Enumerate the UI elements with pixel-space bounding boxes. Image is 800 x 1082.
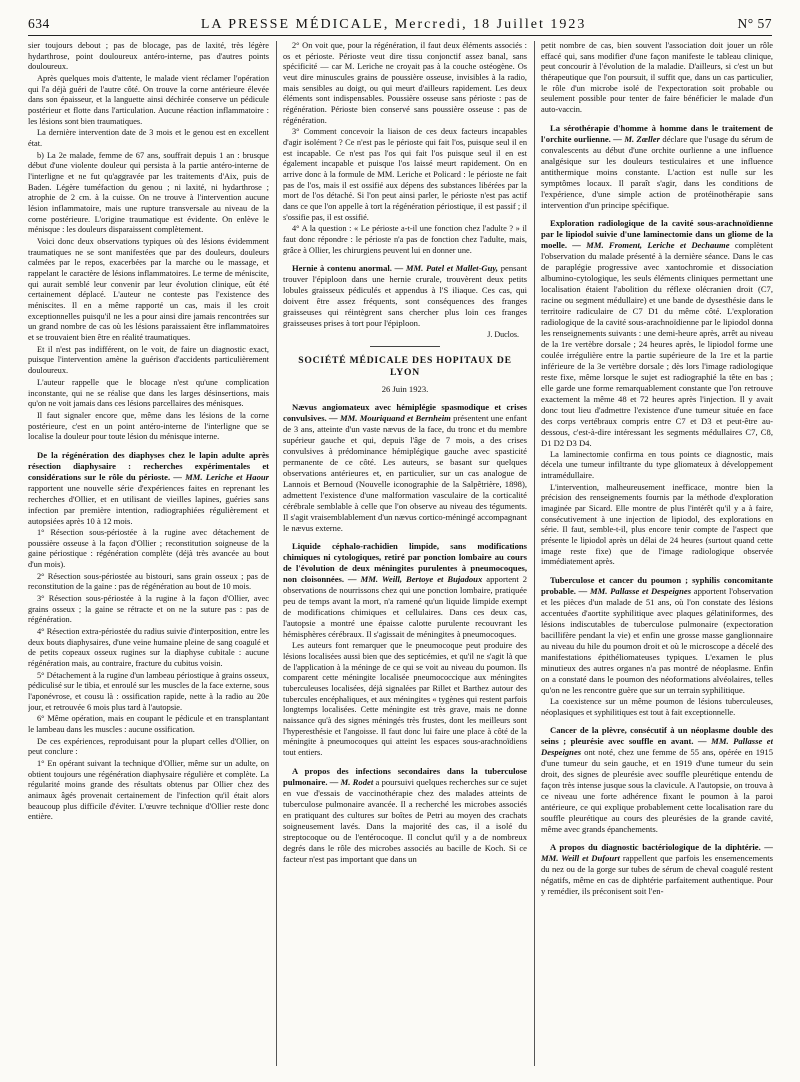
article-authors: — MM. Weill et Dufourt [541,842,773,864]
paragraph: petit nombre de cas, bien souvent l'association doit jouer un rôle effacé qui, sans modifier d'une façon manifeste le tableau clinique, peut concourir à l'évolution de la maladie. D'ailleurs, si c'est un but thérapeutique que l'on poursuit, il suffit que, dans un cas particulier, le rôle d'un microbe isolé de l'expectoration soit probable ou seulement possible pour tenter de faire bénéficier le malade d'un auto-vaccin. [541,41,773,115]
article-lead: ont noté, chez une femme de 55 ans, opérée en 1915 d'une tumeur du sein gauche, et en 1919 d'une tumeur du sein droit, des signes de pleurésie avec souffle pleurétique entendu de façon très intense jusque sous la clavicule. A l'autopsie, on trouva à ce niveau une forte adhérence fixant le poumon à la paroi antérieure, ce qui explique probablement cette localisation rare du souffle pleurétique au cours des pleurésies de la grande cavité, même avec grands épanchements. [541,747,773,835]
article-title: Tuberculose et cancer du poumon ; syphilis concomitante probable. [541,575,773,597]
page-header [28,16,772,34]
article-heading [541,575,773,696]
article-authors: — M. Rodet [327,776,374,787]
paragraph: Les auteurs font remarquer que le pneumocoque peut produire des lésions localisées aussi bien que des septicémies, et qu'il ne s'agit là que de l'application à la méninge de ce qui se voit au niveau du poumon. Ils comparent cette méningite localisée pneumococcique aux méningites tuberculeuses localisées, déjà signalées par Rillet et Barthez autour des tubercules encéphaliques, et aux méningites « tygènes qui restent parfois longtemps localisées. Cette méningite est très grave, mais ne donne naissance qu'à des signes méningés très frustes, dont les meilleurs sont l'hyperesthésie et l'angoisse. Il faut donc lui faire une place à côté de la méningite à pneumocoques qui atteint les espaces sous-arachnoïdiens tout entiers. [283,641,527,757]
list-item: 1° Résection sous-périostée à la rugine avec détachement de poussière osseuse à la façon d'Ollier ; reconstitution soigneuse de la gaine périostique : régénération complète (déjà très avancée au bout d'un mois). [28,527,269,569]
article-lead: apportent l'observation et les pièces d'un malade de 51 ans, où l'on constate des lésions accentuées d'aortite syphilitique avec plaques gélatiniformes, des lésions indiscutables de tuberculose pulmonaire (expectoration bacillifère pendant la vie) et enfin une grosse masse ganglionnaire au niveau du hile du poumon droit et où le microscope a décelé des manifestations épithéliomateuses typiques. L'examen le plus minutieux des autres organes n'a pas montré de néoplasme. Enfin on a constaté dans le poumon des néoformations alvéolaires, telles qu'on ne les rencontre guère que sur un terrain syphilitique. [541,586,773,696]
article-authors: — MM. Leriche et Haour [173,471,269,482]
list-item: 5° Détachement à la rugine d'un lambeau périostique à grains osseux, pédiculisé sur le tibia, et enroulé sur les muscles de la face externe, sous l'aponévrose, et cousu là : ossification rapide, nette à la radio au 20e jour, et retrouvée 6 mois plus tard à l'autopsie. [28,670,269,712]
column-middle [283,41,527,1074]
signature: J. Duclos. [487,330,519,340]
article-title: Nævus angiomateux avec hémiplégie spasmodique et crises convulsives. [283,402,527,424]
article-title: A propos du diagnostic bactériologique de la diphtérie. [550,842,761,853]
column-divider [276,41,277,1066]
section-separator [370,346,440,347]
column-left [28,41,269,1074]
paragraph: L'intervention, malheureusement inefficace, montre bien la précision des renseignements fournis par la méthode d'exploration imaginée par Sicard. Elle montre de plus l'intérêt qu'il y a à faire, consécutivement à une injection de lipiodol, des explorations en série. Il faut, semble-t-il, plus encore tenir compte de l'aspect que présente le lipiodol après un délai de 24 heures (surtout quand cette image reste fixe) que de l'image radiologique observée immédiatement après. [541,482,773,567]
paragraph: Voici donc deux observations typiques où des lésions évidemment traumatiques ne se sont manifestées que par des douleurs, douleurs calmées par le repos, exacerbées par la marche ou le massage, et rappelant le caractère de lésions inflammatoires. Le terme de méniscite, qui aurait semblé leur convenir par leur évolution clinique, eût été certainement déplacé. L'auteur ne conteste pas l'existence des méniscites. Il en a même rapporté un cas, mais il les croit exceptionnelles puisqu'il ne les a pour ainsi dire jamais rencontrées sur un grand nombre de cas où les lésions paraissaient être inflammatoires et se trouvaient bien être en réalité traumatiques. [28,237,269,343]
paragraph: Il faut signaler encore que, même dans les lésions de la corne postérieure, c'est en un point antéro-interne de l'interligne que se localise la douleur pour toute lésion du ménisque interne. [28,410,269,442]
article-title: De la régénération des diaphyses chez le lapin adulte après résection diaphysaire : recherches expérimentales et considérations sur le rôle du périoste. [28,449,269,482]
paragraph: sier toujours debout ; pas de blocage, pas de laxité, très légère hydarthrose, point douloureux antéro-interne, pas d'autres points douloureux. [28,41,269,72]
article-lead: a poursuivi quelques recherches sur ce sujet en vue d'essais de vaccinothérapie chez des malades atteints de tuberculose pulmonaire avancée. Il a recherché les microbes associés en pratiquant des cultures sur boîtes de Petri au moyen des crachats soigneusement lavés. Dans la majorité des cas, il a isolé du streptocoque ou de l'entérocoque. Il conclut qu'il y a de nombreux degrés dans le rôle des microbes associés au bacille de Koch. Si ce facteur n'est pas important que dans un [283,776,527,864]
article-title: La sérothérapie d'homme à homme dans le traitement de l'orchite ourlienne. [541,122,773,144]
article-lead: rapportent une nouvelle série d'expériences faites en reprenant les recherches d'Ollier, et en utilisant de vieilles lapines, guéries sans infection par première intention, radiographiées régulièrement et autopsiées après 10 à 12 mois. [28,482,269,526]
paragraph: 3° Comment concevoir la liaison de ces deux facteurs incapables d'agir isolément ? Ce n'est pas le périoste qui fait l'os, puisque seul il en est incapable. Ce n'est pas l'os qui fait l'os puisque seul il en est également incapable et puisque l'os laissé meurt rapidement. On en arrive donc à la formule de MM. Leriche et Policard : le périoste ne fait pas de l'os, mais il est ossifié aux dépens des substances libérées par la mort de l'os détaché. Si l'on peut ainsi parler, le périoste n'est pas actif dans ce que l'on appelle à tort la régénération périostique, il est passif ; il s'ossifie pas, il est ossifié. [283,127,527,222]
article-lead: pensant trouver l'épiploon dans une hernie crurale, trouvèrent deux petits lobules graisseux pédiculés et appendus à l'S iliaque. Ces cas, qui doivent être assez fréquents, sont conséquences des franges graisseuses qui réintègrent sans chercher plus loin ces franges graisseuses prises à tort pour l'épiploon. [283,263,527,329]
article-authors: — MM. Pallasse et Despeignes [575,586,692,597]
article-heading [283,541,527,640]
paragraph: Et il n'est pas indifférent, on le voit, de faire un diagnostic exact, puisque l'intervention amène la guérison d'accidents particulièrement douloureux. [28,344,269,376]
list-item: 4° Résection extra-périostée du radius suivie d'interposition, entre les deux bouts diaphysaires, d'une veine humaine pleine de sang coagulé et de petits copeaux osseux rugines sur la diaphyse cubitale : aucune régénération mais, au contraire, fracture du cubitus voisin. [28,626,269,668]
article-title: Cancer de la plèvre, consécutif à un néoplasme double des seins ; pleurésie avec souffle en avant. [541,725,773,747]
paragraph: La laminectomie confirma en tous points ce diagnostic, mais décela une tumeur infiltrante du type gliomateux à développement intramédullaire. [541,449,773,481]
list-item: 6° Même opération, mais en coupant le pédicule et en transplantant le lambeau dans les muscles : aucune ossification. [28,714,269,734]
article-heading [541,123,773,211]
paragraph: 2° On voit que, pour la régénération, il faut deux éléments associés : os et périoste. Périoste veut dire tissu conjonctif assez banal, sans spécificité — car M. Leriche ne croyait pas à la couche ostéogène. Os veut dire minuscules grains de poussière osseuse, invisibles à la radio, mais sensibles au doigt, ou qui meurt d'ailleurs rapidement. Les deux éléments sont indispensables. Poussière osseuse sans périoste : pas de régénération. Périoste bien conservé sans poussière osseuse : pas de régénération. [283,41,527,125]
journal-title: LA PRESSE MÉDICALE, Mercredi, 18 Juillet 1923 [200,17,587,32]
article-title: Hernie à contenu anormal. [292,263,392,274]
article-lead: complètent l'observation du malade présenté à la dernière séance. Dans le cas de paraplégie progressive avec xantochromie et dissociation albumino-cytologique, les seuls éléments cliniques permettant une localisation étaient l'abolition du réflexe olécranien droit (C7, racine ou segment médullaire) et une bande de dysesthésie dans le territoire radiculaire de C7 D1 du même côté. L'exploration radiologique de la cavité sous-arachnoïdienne par le lipiodol donna les renseignements suivants : une demi-heure après, arrêt au niveau de la 1re vertèbre dorsale ; 24 heures après, le lipiodol forme une coulée irrégulière entre la partie supérieure de la 1re et la partie inférieure de la 3e vertèbre dorsale ; dès lors l'image radiologique reste fixe, même lorsque le sujet est radiographié la tête en bas ; elle garde une forme remarquablement constante que l'on retrouve exactement la même 48 et 72 heures après l'injection. Il y avait donc tout lieu d'admettre l'existence d'une tumeur située en face des corps vertébraux compris entre C7 et D3 et peut-être au-dessous, c'est-à-dire intéressant les segments médullaires C7, C8, D1 D2 D3 D4. [541,239,773,448]
article-heading [283,766,527,865]
list-item: 3° Résection sous-périostée à la rugine à la façon d'Ollier, avec grains osseux ; la gaine se rétracte et on ne la suture pas : pas de régénération. [28,593,269,625]
list-item: 2° Résection sous-périostée au bistouri, sans grain osseux ; pas de reconstitution de la gaine : pas de régénération au bout de 10 mois. [28,571,269,592]
column-divider [534,41,535,1066]
article-lead: apportent 2 observations de nourrissons chez qui une ponction lombaire, pratiquée peu de temps avant la mort, n'a ramené qu'un liquide limpide exempt de modifications chimiques et cellulaires. Dans ces deux cas, l'autopsie a montré une épaisse calotte purulente recouvrant les hémisphères cérébraux. Il s'agissait de méningites à pneumocoques. [283,574,527,640]
article-heading [541,218,773,449]
paragraph: La coexistence sur un même poumon de lésions tuberculeuses, néoplasiques et syphilitiques est tout à fait exceptionnelle. [541,697,773,717]
section-title: SOCIÉTÉ MÉDICALE DES HOPITAUX DE LYON [298,354,512,378]
article-heading [283,402,527,534]
article-heading [283,263,527,329]
paragraph: Après quelques mois d'attente, le malade vient réclamer l'opération qui l'a déjà guéri de l'autre côté. On trouve la corne antérieure élevée dans son épaisseur, et la languette ainsi déchirée conserve un pédicule postérieur et flotte dans l'articulation. Aucune réaction inflammatoire : les lésions sont bien traumatiques. [28,74,269,126]
column-right [541,41,773,1074]
paragraph: L'auteur rappelle que le blocage n'est qu'une complication inconstante, qui ne se réalise que dans les larges désinsertions, mais qu'on ne voit jamais dans ces lésions parcellaires des ménisques. [28,377,269,409]
article-heading [28,450,269,527]
issue-number: N° 57 [737,16,772,31]
page-number: 634 [28,16,50,31]
article-lead: rappellent que parfois les ensemencements du nez ou de la gorge sur tubes de sérum de cheval coagulé restent négatifs, même en cas de diphtérie parfaitement authentique. Pour y remédier, ils préconisent soit l'en- [541,853,773,897]
article-authors: — MM. Pallasse et Despeignes [541,736,773,758]
paragraph: 4° A la question : « Le périoste a-t-il une fonction chez l'adulte ? » il faut donc répondre : le périoste n'a pas de fonction chez l'adulte, mais, grâce à Ollier, les chirurgiens peuvent lui en donner une. [283,224,527,255]
article-lead: déclare que l'usage du sérum de convalescents au début d'une orchite ourlienne a une influence analgésique sur les douleurs testiculaires et une influence antithermique moins constante. L'action est nulle sur les symptômes locaux. Il paraît s'agir, dans les conditions de l'expérience, d'une simple action de protéinothérapie sans intervention d'un principe spécifique. [541,133,773,210]
article-heading [541,725,773,835]
article-title: Liquide céphalo-rachidien limpide, sans modifications chimiques ni cytologiques, retiré par ponction lombaire au cours de l'évolution de deux méningites purulentes à pneumocoques, non cloisonnées. [283,541,527,585]
paragraph: La dernière intervention date de 3 mois et le genou est en excellent état. [28,128,269,149]
article-authors: — MM. Froment, Leriche et Dechaume [567,239,730,250]
paragraph: 1° En opérant suivant la technique d'Ollier, même sur un adulte, on obtient toujours une régénération diaphysaire régulière et complète. La régularité moins grande des résultats obtenus par Ollier chez des animaux âgés provenait certainement de l'infection qu'il était alors beaucoup plus difficile d'éviter. L'œuvre technique d'Ollier reste donc entière. [28,758,269,822]
header-rule [28,35,772,36]
article-authors: — M. Zœller [610,133,660,144]
article-authors: — MM. Mouriquand et Bernheim [326,413,451,424]
article-title: Exploration radiologique de la cavité sous-arachnoïdienne par le lipiodol suivie d'une laminectomie dans un gliome de la moelle. [541,217,773,250]
article-heading [541,842,773,897]
article-authors: — MM. Patel et Mallet-Guy, [391,263,499,274]
article-lead: présentent une enfant de 3 ans, atteinte d'un vaste nævus de la face, du tronc et du membre supérieur gauche et qui, depuis l'âge de 7 mois, a des crises convulsives à prédominance hémiplégique gauche avec spasticité permanente de ce côté. Les auteurs, se basant sur quelques observations antérieures et, en particulier, sur un cas analogue de Lannois et Bernoud (Nouvelle iconographie de la Salpêtrière, 1898), admettent l'existence d'une malformation vasculaire de la corticalité cérébrale semblable à celle que l'on observe au niveau des téguments. Il s'agit vraisemblablement d'un nævus cortico-méningé accompagnant le nævus externe. [283,413,527,534]
article-title: A propos des infections secondaires dans la tuberculose pulmonaire. [283,765,527,787]
article-authors: — MM. Weill, Bertoye et Bujadoux [344,574,483,585]
session-date: 26 Juin 1923. [381,384,429,395]
paragraph: b) La 2e malade, femme de 67 ans, souffrait depuis 1 an : brusque début d'une violente douleur qui persista à la partie antéro-interne de l'interligne et ne fut qu'aggravée par les traitements d'Aix, puis de Baden. Légère tuméfaction du genou ; ni laxité, ni hydarthrose ; atrophie de 2 cm. à la cuisse. On ne trouve à l'intervention aucune lésion inflammatoire, mais une rupture transversale au niveau de la corne postérieure. L'origine traumatique est évidente. On enlève le ménisque : les douleurs disparaissent complètement. [28,150,269,235]
paragraph: De ces expériences, reproduisant pour la plupart celles d'Ollier, on peut conclure : [28,736,269,757]
